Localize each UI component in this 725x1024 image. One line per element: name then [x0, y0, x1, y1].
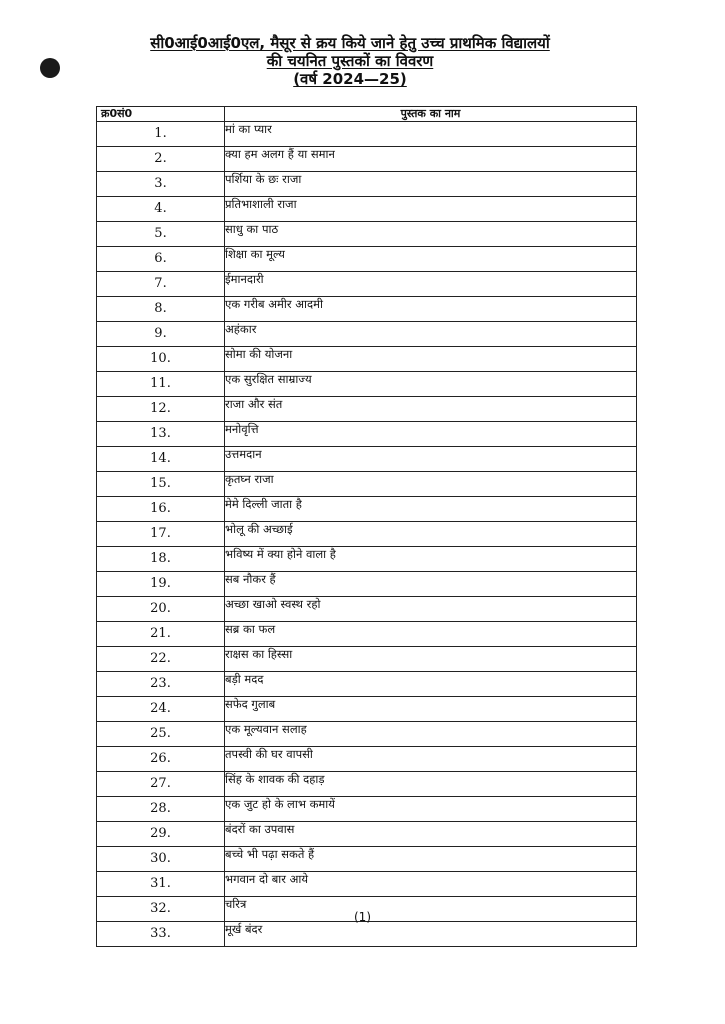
book-title-cell: सफेद गुलाब: [225, 697, 637, 722]
book-title-cell: राक्षस का हिस्सा: [225, 647, 637, 672]
book-title-cell: कृतघ्न राजा: [225, 472, 637, 497]
table-row: [97, 372, 637, 397]
table-row: [97, 847, 637, 872]
table-row: [97, 722, 637, 747]
table-row: [97, 697, 637, 722]
book-title-cell: सब्र का फल: [225, 622, 637, 647]
serial-number-cell: 1.: [97, 122, 225, 147]
book-title-cell: मां का प्यार: [225, 122, 637, 147]
serial-number-cell: 31.: [97, 872, 225, 897]
book-title-cell: राजा और संत: [225, 397, 637, 422]
book-title-cell: उत्तमदान: [225, 447, 637, 472]
serial-number-cell: 13.: [97, 422, 225, 447]
serial-number-cell: 14.: [97, 447, 225, 472]
serial-number-cell: 11.: [97, 372, 225, 397]
book-title-cell: अच्छा खाओ स्वस्थ रहो: [225, 597, 637, 622]
serial-number-cell: 33.: [97, 922, 225, 947]
book-title-cell: शिक्षा का मूल्य: [225, 247, 637, 272]
serial-number-cell: 23.: [97, 672, 225, 697]
serial-number-cell: 4.: [97, 197, 225, 222]
table-header-row: [97, 107, 637, 122]
book-title-cell: एक जुट हो के लाभ कमायें: [225, 797, 637, 822]
book-title-cell: चरित्र: [225, 897, 637, 922]
book-title-cell: बच्चे भी पढ़ा सकते हैं: [225, 847, 637, 872]
table-row: [97, 647, 637, 672]
table-row: [97, 672, 637, 697]
table-row: [97, 447, 637, 472]
serial-number-cell: 7.: [97, 272, 225, 297]
book-title-cell: प्रतिभाशाली राजा: [225, 197, 637, 222]
table-row: [97, 147, 637, 172]
book-title-cell: ईमानदारी: [225, 272, 637, 297]
book-title-cell: भगवान दो बार आये: [225, 872, 637, 897]
table-row: [97, 347, 637, 372]
table-row: [97, 522, 637, 547]
book-title-cell: सब नौकर हैं: [225, 572, 637, 597]
book-title-cell: क्या हम अलग हैं या समान: [225, 147, 637, 172]
serial-number-cell: 8.: [97, 297, 225, 322]
serial-number-cell: 17.: [97, 522, 225, 547]
book-name-header: पुस्तक का नाम: [225, 107, 637, 122]
serial-number-cell: 20.: [97, 597, 225, 622]
table-row: [97, 247, 637, 272]
table-row: [97, 472, 637, 497]
table-row: [97, 772, 637, 797]
book-title-cell: मूर्ख बंदर: [225, 922, 637, 947]
serial-number-cell: 19.: [97, 572, 225, 597]
serial-number-cell: 26.: [97, 747, 225, 772]
heading-line-2: की चयनित पुस्तकों का विवरण: [266, 52, 434, 70]
book-title-cell: एक सुरक्षित साम्राज्य: [225, 372, 637, 397]
table-row: [97, 797, 637, 822]
table-row: [97, 547, 637, 572]
table-row: [97, 822, 637, 847]
book-title-cell: एक गरीब अमीर आदमी: [225, 297, 637, 322]
table-row: [97, 222, 637, 247]
punch-hole-mark: [40, 58, 60, 78]
book-title-cell: तपस्वी की घर वापसी: [225, 747, 637, 772]
serial-number-cell: 25.: [97, 722, 225, 747]
serial-number-cell: 10.: [97, 347, 225, 372]
book-title-cell: सोमा की योजना: [225, 347, 637, 372]
document-heading: [120, 34, 580, 88]
table-row: [97, 297, 637, 322]
serial-number-cell: 24.: [97, 697, 225, 722]
serial-number-cell: 28.: [97, 797, 225, 822]
serial-number-cell: 22.: [97, 647, 225, 672]
table-row: [97, 322, 637, 347]
book-title-cell: भोलू की अच्छाई: [225, 522, 637, 547]
serial-number-cell: 2.: [97, 147, 225, 172]
book-title-cell: अहंकार: [225, 322, 637, 347]
book-title-cell: मेमे दिल्ली जाता है: [225, 497, 637, 522]
table-row: [97, 597, 637, 622]
table-row: [97, 197, 637, 222]
table-row: [97, 497, 637, 522]
serial-number-cell: 12.: [97, 397, 225, 422]
serial-number-cell: 29.: [97, 822, 225, 847]
serial-number-cell: 16.: [97, 497, 225, 522]
serial-number-cell: 5.: [97, 222, 225, 247]
serial-number-cell: 15.: [97, 472, 225, 497]
book-title-cell: सिंह के शावक की दहाड़: [225, 772, 637, 797]
book-title-cell: एक मूल्यवान सलाह: [225, 722, 637, 747]
book-title-cell: बड़ी मदद: [225, 672, 637, 697]
table-row: [97, 622, 637, 647]
table-row: [97, 922, 637, 947]
serial-number-cell: 21.: [97, 622, 225, 647]
serial-number-cell: 3.: [97, 172, 225, 197]
serial-number-cell: 18.: [97, 547, 225, 572]
heading-line-3: (वर्ष 2024—25): [293, 70, 407, 88]
serial-number-cell: 30.: [97, 847, 225, 872]
table-row: [97, 272, 637, 297]
table-row: [97, 172, 637, 197]
book-title-cell: बंदरों का उपवास: [225, 822, 637, 847]
heading-line-1: सी0आई0आई0एल, मैसूर से क्रय किये जाने हेतु उच्च प्राथमिक विद्यालयों: [150, 34, 550, 52]
table-row: [97, 422, 637, 447]
book-title-cell: साधु का पाठ: [225, 222, 637, 247]
table-row: [97, 572, 637, 597]
serial-number-cell: 32.: [97, 897, 225, 922]
serial-number-header: क्र0सं0: [97, 107, 225, 122]
serial-number-cell: 9.: [97, 322, 225, 347]
table-row: [97, 397, 637, 422]
book-title-cell: मनोवृत्ति: [225, 422, 637, 447]
book-title-cell: भविष्य में क्या होने वाला है: [225, 547, 637, 572]
books-table-body: [97, 122, 637, 947]
table-row: [97, 747, 637, 772]
serial-number-cell: 6.: [97, 247, 225, 272]
table-row: [97, 122, 637, 147]
serial-number-cell: 27.: [97, 772, 225, 797]
page-number: (1): [354, 910, 371, 924]
table-row: [97, 872, 637, 897]
books-table: [96, 106, 637, 947]
book-title-cell: पर्शिया के छः राजा: [225, 172, 637, 197]
